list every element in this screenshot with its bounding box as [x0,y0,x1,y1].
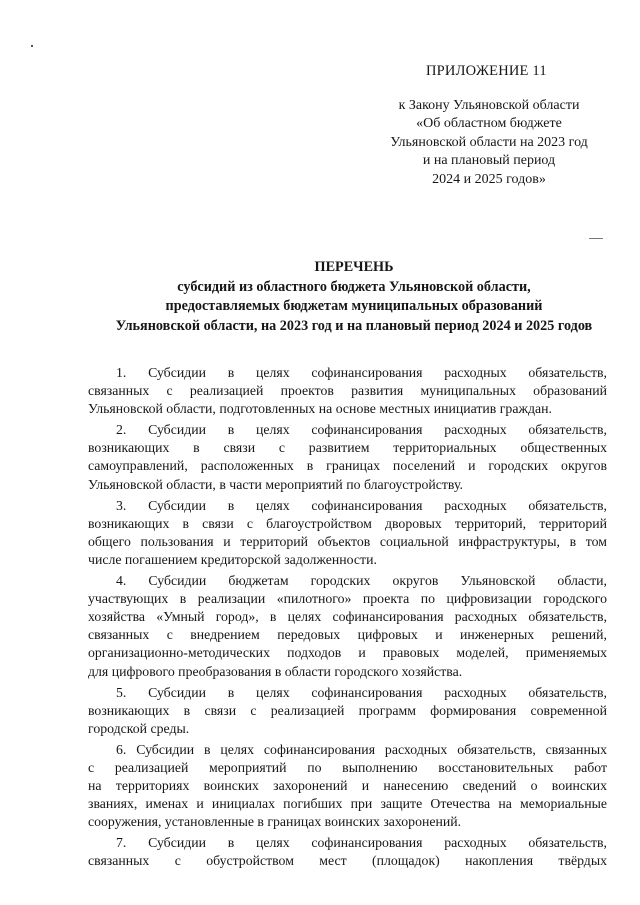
scan-speck [31,45,33,47]
list-item-line: 5. Субсидии в целях софинансирования расходных обязательств, [116,684,607,700]
document-heading [40,258,640,336]
list-item-line: 7. Субсидии в целях софинансирования расходных обязательств, [116,835,607,851]
law-reference [352,97,626,189]
list-item-line: на территориях воинских захоронений и нанесению сведений о воинских [88,778,607,794]
list-item-line: 6. Субсидии в целях софинансирования расходных обязательств, связанных [116,741,607,757]
list-item-line: для цифрового преобразования в области городского хозяйства. [88,663,463,679]
list-item-line: связанных с обустройством мест (площадок) накопления твёрдых [88,853,607,869]
law-reference-line: «Об областном бюджете [416,116,562,132]
list-item-line: организационно-методических подходов и правовых моделей, применяемых [88,645,607,661]
list-item-line: Ульяновской области, подготовленных на основе местных инициатив граждан. [88,401,552,417]
list-item-line: возникающих в связи с реализацией программ формирования современной [88,702,607,718]
list-item [88,834,607,870]
list-item-line: возникающих в связи с развитием территориальных общественных [88,440,607,456]
list-item [88,684,607,738]
list-item-line: 3. Субсидии в целях софинансирования расходных обязательств, [116,497,607,513]
law-reference-line: 2024 и 2025 годов» [432,171,546,187]
appendix-title: ПРИЛОЖЕНИЕ 11 [426,63,547,79]
scan-speck [589,238,603,239]
list-item-line: сооружения, установленные в границах воинских захоронений. [88,814,462,830]
list-item-line: 2. Субсидии в целях софинансирования расходных обязательств, [116,422,607,438]
list-item-line: хозяйства «Умный город», в целях софинансирования расходных обязательств, [88,609,607,625]
list-item-line: самоуправлений, расположенных в границах поселений и городских округов [88,458,607,474]
list-item-line: числе погашением кредиторской задолженности. [88,551,377,567]
list-item [88,497,607,569]
heading-title: ПЕРЕЧЕНЬ [314,259,394,275]
subsidy-list [88,364,607,874]
heading-subtitle-line: Ульяновской области, на 2023 год и на плановый период 2024 и 2025 годов [115,317,593,334]
list-item [88,421,607,493]
list-item-line: участвующих в реализации «пилотного» проекта по цифровизации городского [88,591,607,607]
list-item-line: городской среды. [88,720,190,736]
law-reference-line: и на плановый период [422,153,556,169]
list-item-line: общего пользования и территорий объектов социальной инфраструктуры, в том [88,533,607,549]
law-reference-line: Ульяновской области на 2023 год [390,134,588,150]
list-item-line: 4. Субсидии бюджетам городских округов Ульяновской области, [116,573,607,589]
heading-subtitle-line: субсидий из областного бюджета Ульяновской области, [177,278,531,295]
list-item-line: 1. Субсидии в целях софинансирования расходных обязательств, [116,365,607,380]
list-item-line: званиях, именах и инициалах погибших при защите Отечества на мемориальные [88,796,607,812]
list-item-line: связанных с внедрением передовых цифровых и инженерных решений, [88,627,607,643]
list-item-line: возникающих в связи с благоустройством дворовых территорий, территорий [88,515,607,531]
list-item-line: связанных с реализацией проектов развития муниципальных образований [88,383,607,399]
heading-subtitle-line: предоставляемых бюджетам муниципальных образований [165,298,543,314]
list-item-line: с реализацией мероприятий по выполнению восстановительных работ [88,759,607,775]
list-item [88,364,607,418]
list-item-line: Ульяновской области, в части мероприятий по благоустройству. [88,476,463,492]
list-item [88,741,607,831]
list-item [88,572,607,681]
law-reference-line: к Закону Ульяновской области [398,98,580,113]
